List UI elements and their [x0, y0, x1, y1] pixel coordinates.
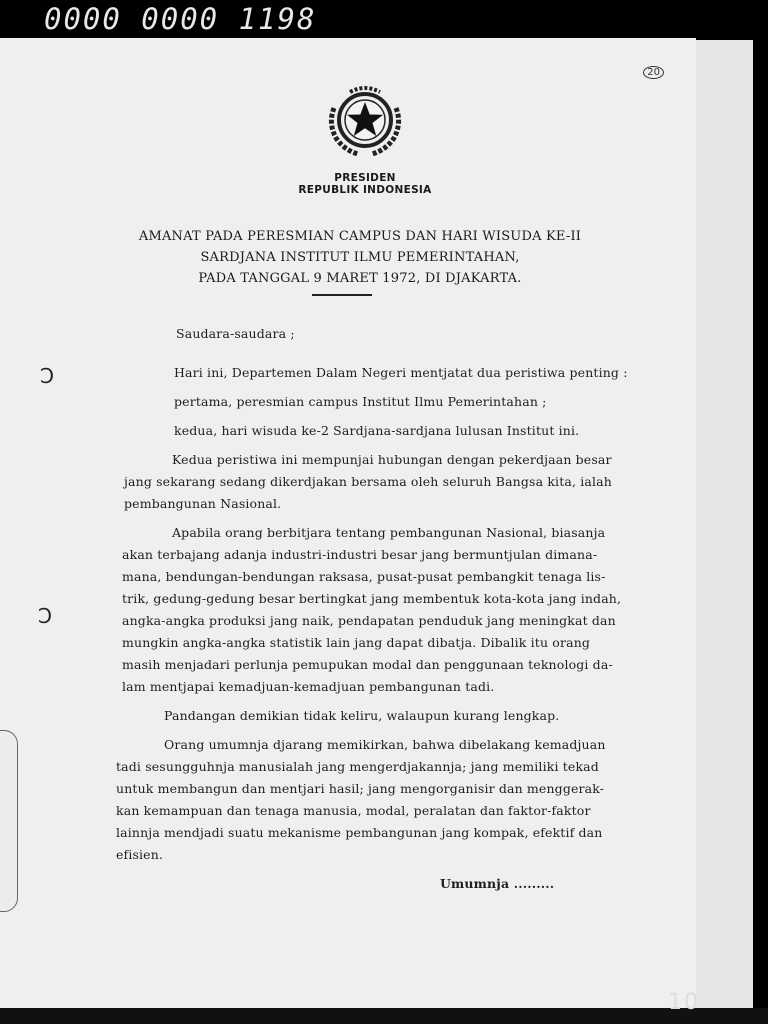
body-line: pembangunan Nasional. — [124, 496, 282, 511]
title-line-2: SARDJANA INSTITUT ILMU PEMERINTAHAN, — [200, 250, 520, 265]
body-line: mana, bendungan-bendungan raksasa, pusat-pusat pembangkit tenaga lis- — [122, 569, 606, 584]
document-page — [0, 38, 696, 1010]
body-line: lainnja mendjadi suatu mekanisme pembangunan jang kompak, efektif dan — [116, 825, 603, 840]
body-line: tadi sesungguhnja manusialah jang mengerdjakannja; jang memiliki tekad — [116, 759, 599, 774]
presidential-seal-icon — [320, 78, 410, 163]
body-line: Orang umumnja djarang memikirkan, bahwa dibelakang kemadjuan — [164, 737, 606, 752]
institution-line-2: REPUBLIK INDONESIA — [298, 184, 432, 196]
institution-heading — [280, 172, 450, 196]
institution-line-1: PRESIDEN — [334, 172, 396, 184]
bottom-stamp: 10 — [668, 990, 700, 1015]
page-corner-number: 20 — [643, 66, 664, 79]
title-line-3: PADA TANGGAL 9 MARET 1972, DI DJAKARTA. — [198, 271, 522, 286]
margin-mark-icon: Ɔ — [38, 604, 53, 628]
binder-tab — [0, 730, 18, 912]
body-line: Pandangan demikian tidak keliru, walaupun kurang lengkap. — [164, 708, 560, 723]
body-line: jang sekarang sedang dikerdjakan bersama oleh seluruh Bangsa kita, ialah — [124, 474, 612, 489]
body-line: pertama, peresmian campus Institut Ilmu Pemerintahan ; — [174, 394, 547, 409]
body-line: untuk membangun dan mentjari hasil; jang mengorganisir dan menggerak- — [116, 781, 605, 796]
body-line: mungkin angka-angka statistik lain jang dapat dibatja. Dibalik itu orang — [122, 635, 591, 650]
document-title — [120, 226, 600, 289]
body-line: efisien. — [116, 847, 164, 862]
film-bottom-strip — [0, 1008, 768, 1024]
body-line: Apabila orang berbitjara tentang pembangunan Nasional, biasanja — [172, 525, 606, 540]
body-line: trik, gedung-gedung besar bertingkat jang membentuk kota-kota jang indah, — [122, 591, 622, 606]
body-line: masih menjadari perlunja pemupukan modal dan penggunaan teknologi da- — [122, 657, 613, 672]
closing-catchword: Umumnja ......... — [440, 876, 555, 891]
film-frame-number: 0000 0000 1198 — [44, 2, 317, 36]
salutation: Saudara-saudara ; — [176, 326, 295, 341]
body-line: lam mentjapai kemadjuan-kemadjuan pembangunan tadi. — [122, 679, 495, 694]
margin-mark-icon: Ɔ — [40, 364, 55, 388]
body-line: kan kemampuan dan tenaga manusia, modal, peralatan dan faktor-faktor — [116, 803, 591, 818]
title-underline — [312, 294, 372, 296]
body-line: kedua, hari wisuda ke-2 Sardjana-sardjana lulusan Institut ini. — [174, 423, 580, 438]
body-line: akan terbajang adanja industri-industri besar jang bermuntjulan dimana- — [122, 547, 598, 562]
body-line: Hari ini, Departemen Dalam Negeri mentjatat dua peristiwa penting : — [174, 365, 628, 380]
body-line: Kedua peristiwa ini mempunjai hubungan dengan pekerdjaan besar — [172, 452, 612, 467]
body-line: angka-angka produksi jang naik, pendapatan penduduk jang meningkat dan — [122, 613, 616, 628]
title-line-1: AMANAT PADA PERESMIAN CAMPUS DAN HARI WISUDA KE-II — [138, 229, 582, 244]
